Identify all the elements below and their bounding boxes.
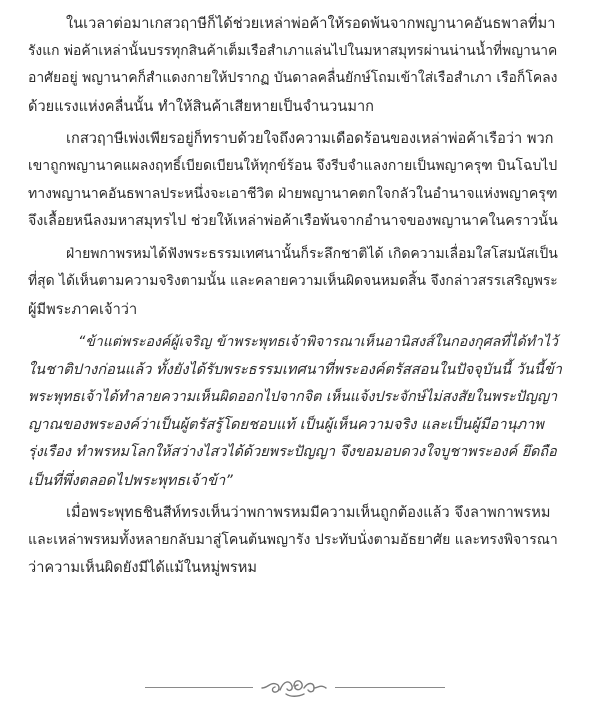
text-line: อาศัยอยู่ พญานาคก็สำแดงกายให้ปรากฏ บันดาลคลื่นยักษ์โถมเข้าใส่เรือสำเภา เรือก็โคลง: [28, 70, 558, 87]
quote-line: ญาณของพระองค์ว่าเป็นผู้ตรัสรู้โดยชอบแท้ เป็นผู้เห็นความจริง และเป็นผู้มีอานุภาพ: [28, 416, 544, 434]
quote-line: พระพุทธเจ้าได้ทำลายความเห็นผิดออกไปจากจิต เห็นแจ้งประจักษ์ไม่สงสัยในพระปัญญา: [28, 388, 558, 405]
paragraph-garuda-transformation: [28, 125, 563, 235]
paragraph-baka-brahma: [28, 241, 563, 324]
quote-line: รุ่งเรือง ทำพรหมโลกให้สว่างไสวได้ด้วยพระปัญญา จึงขอมอบดวงใจบูชาพระองค์ ยึดถือ: [28, 443, 557, 460]
quote-line: ในชาติปางก่อนแล้ว ทั้งยังได้รับพระธรรมเทศนาที่พระองค์ตรัสสอนในปัจจุบันนี้ วันนี้ข้า: [28, 361, 562, 379]
text-line: และเหล่าพรหมทั้งหลายกลับมาสู่โคนต้นพญารัง ประทับนั่งตามอัธยาศัย และทรงพิจารณา: [28, 531, 558, 548]
text-line: รังแก พ่อค้าเหล่านั้นบรรทุกสินค้าเต็มเรือสำเภาแล่นไปในมหาสมุทรผ่านน่านน้ำที่พญานาค: [28, 42, 558, 59]
text-line: จึงเลื้อยหนีลงมหาสมุทรไป ช่วยให้เหล่าพ่อค้าเรือพ้นจากอำนาจของพญานาคในคราวนั้น: [28, 213, 558, 230]
text-line: ที่สุด ได้เห็นตามความจริงตามนั้น และคลายความเห็นผิดจนหมดสิ้น จึงกล่าวสรรเสริญพระ: [28, 273, 558, 290]
text-line: ว่าความเห็นผิดยังมีได้แม้ในหมู่พรหม: [28, 559, 257, 577]
text-line: ผู้มีพระภาคเจ้าว่า: [28, 300, 138, 318]
paragraph-rescue-merchants: [28, 10, 563, 120]
document-body: [28, 10, 563, 587]
text-line: เมื่อพระพุทธชินสีห์ทรงเห็นว่าพกาพรหมมีความเห็นถูกต้องแล้ว จึงลาพกาพรหม: [66, 504, 551, 522]
paragraph-praise-quote: [28, 329, 563, 495]
text-line: ฝ่ายพกาพรหมได้ฟังพระธรรมเทศนานั้นก็ระลึกชาติได้ เกิดความเลื่อมใสโสมนัสเป็น: [66, 245, 558, 262]
divider-rule-right: [335, 687, 445, 688]
ornamental-divider: [0, 676, 591, 700]
paragraph-buddha-returns: [28, 499, 563, 582]
quote-line: เป็นที่พึ่งตลอดไปพระพุทธเจ้าข้า”: [28, 471, 233, 489]
divider-rule-left: [145, 687, 253, 688]
text-line: ด้วยแรงแห่งคลื่นนั้น ทำให้สินค้าเสียหายเป็นจำนวนมาก: [28, 97, 375, 115]
text-line: เกสวฤาษีเพ่งเพียรอยู่ก็ทราบด้วยใจถึงความเดือดร้อนของเหล่าพ่อค้าเรือว่า พวก: [66, 130, 554, 148]
flourish-ornament-icon: [258, 676, 330, 700]
text-line: ในเวลาต่อมาเกสวฤาษีก็ได้ช่วยเหล่าพ่อค้าให้รอดพ้นจากพญานาคอันธพาลที่มา: [66, 15, 556, 32]
text-line: ทางพญานาคอันธพาลประหนึ่งจะเอาชีวิต ฝ่ายพญานาคตกใจกลัวในอำนาจแห่งพญาครุฑ: [28, 185, 558, 202]
text-line: เขาถูกพญานาคแผลงฤทธิ์เบียดเบียนให้ทุกข์ร้อน จึงรีบจำแลงกายเป็นพญาครุฑ บินโฉบไป: [28, 157, 558, 174]
quote-line: “ข้าแต่พระองค์ผู้เจริญ ข้าพระพุทธเจ้าพิจารณาเห็นอานิสงส์ในกองกุศลที่ได้ทำไว้: [78, 333, 558, 350]
